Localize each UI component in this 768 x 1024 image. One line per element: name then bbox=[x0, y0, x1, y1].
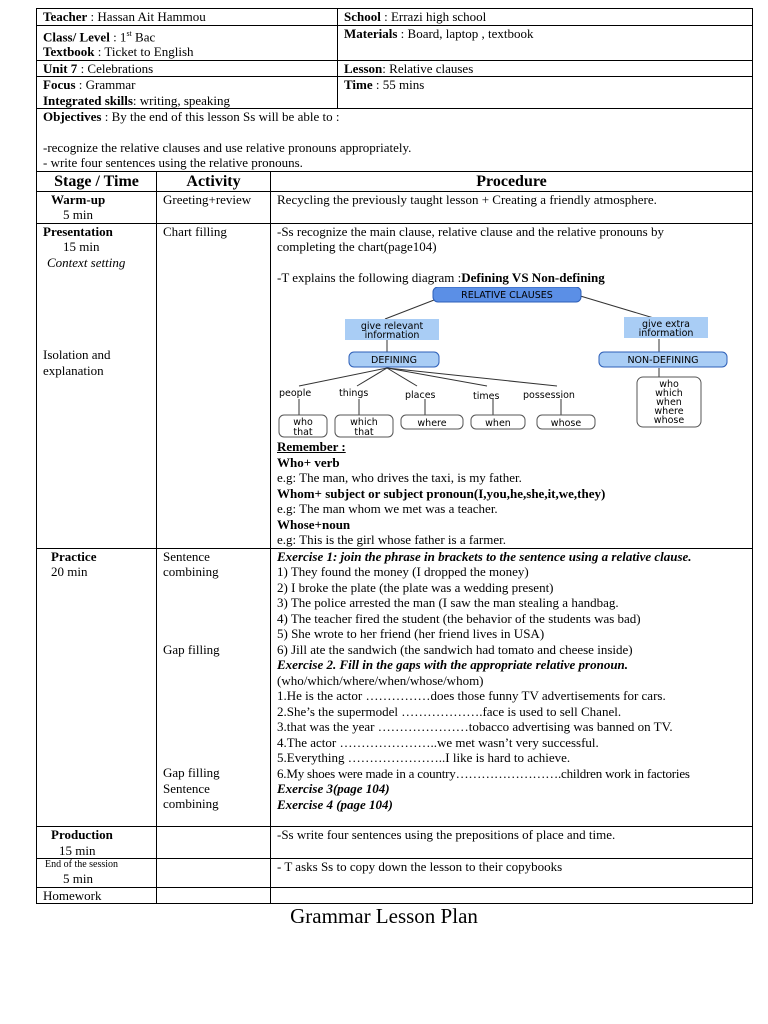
class-sup: st bbox=[126, 28, 132, 38]
exercise-1-item: 5) She wrote to her friend (her friend lives in USA) bbox=[277, 626, 545, 642]
focus-cell bbox=[37, 77, 338, 109]
exercise-2-item: 4.The actor …………………..we met wasn’t very successful. bbox=[277, 734, 599, 750]
unit-value: : Celebrations bbox=[77, 60, 154, 76]
exercise-1-item: 6) Jill ate the sandwich (the sandwich had tomato and cheese inside) bbox=[277, 641, 633, 657]
exercise-2-item: 1.He is the actor ……………does those funny TV advertisements for cars. bbox=[277, 688, 666, 704]
box-which: which bbox=[350, 417, 378, 429]
lesson-plan-page bbox=[36, 8, 752, 904]
end-row bbox=[37, 859, 753, 888]
practice-stage: Practice bbox=[51, 548, 97, 564]
practice-act3b: Sentence bbox=[163, 780, 210, 796]
rule-who: Who+ verb bbox=[277, 454, 340, 470]
cat-times: times bbox=[473, 391, 500, 403]
objectives-cell bbox=[37, 109, 753, 172]
warmup-activity: Greeting+review bbox=[157, 191, 271, 223]
end-activity bbox=[157, 859, 271, 888]
time-label: Time bbox=[344, 77, 373, 93]
class-label: Class/ Level bbox=[43, 28, 110, 44]
presentation-stage-cell bbox=[37, 223, 157, 548]
focus-value: : Grammar bbox=[75, 77, 136, 93]
col-activity-header: Activity bbox=[157, 171, 271, 191]
exercise-2-item: 3.that was the year …………………tobacco advertising was banned on TV. bbox=[277, 719, 673, 735]
right-note-1: give extra bbox=[642, 319, 690, 331]
class-value: : 1 bbox=[109, 28, 127, 44]
remember-heading: Remember : bbox=[277, 439, 346, 455]
cat-possession: possession bbox=[523, 390, 575, 402]
materials-value: : Board, laptop , textbook bbox=[397, 25, 534, 41]
textbook-label: Textbook bbox=[43, 44, 95, 60]
isolation-label-2: explanation bbox=[43, 362, 104, 378]
root-label: RELATIVE CLAUSES bbox=[461, 290, 553, 302]
school-cell bbox=[338, 9, 753, 26]
practice-stage-cell bbox=[37, 548, 157, 827]
production-stage: Production bbox=[51, 827, 113, 843]
textbook-value: : Ticket to English bbox=[94, 44, 194, 60]
col-stage-header: Stage / Time bbox=[37, 171, 157, 191]
practice-row bbox=[37, 548, 753, 827]
practice-activity-cell bbox=[157, 548, 271, 827]
objective-2: - write four sentences using the relative pronouns. bbox=[43, 155, 303, 171]
exercise-1-item: 4) The teacher fired the student (the behavior of the students was bad) bbox=[277, 610, 641, 626]
rule-whom-example: e.g: The man whom we met was a teacher. bbox=[277, 501, 498, 517]
nd-when: when bbox=[656, 397, 682, 409]
presentation-row bbox=[37, 223, 753, 548]
box-which-that-2: that bbox=[354, 427, 374, 439]
unit-cell bbox=[37, 60, 338, 77]
warmup-stage: Warm-up bbox=[51, 191, 106, 207]
practice-act2: Gap filling bbox=[163, 641, 220, 657]
warmup-procedure: Recycling the previously taught lesson + Creating a friendly atmosphere. bbox=[271, 191, 753, 223]
exercise-2-item: 6.My shoes were made in a country…………………….children work in factories bbox=[277, 765, 690, 781]
exercise-2-item: 5.Everything …………………..I like is hard to achieve. bbox=[277, 750, 571, 766]
header-table bbox=[36, 8, 753, 172]
production-time: 15 min bbox=[59, 842, 96, 858]
nd-who: who bbox=[659, 379, 679, 391]
presentation-stage: Presentation bbox=[43, 223, 113, 239]
class-value-2: Bac bbox=[131, 28, 156, 44]
warmup-time: 5 min bbox=[63, 207, 93, 223]
nd-where: where bbox=[654, 406, 684, 418]
non-defining-label: NON-DEFINING bbox=[627, 355, 699, 367]
rule-whom: Whom+ subject or subject pronoun(I,you,he,she,it,we,they) bbox=[277, 485, 606, 501]
exercise-1-item: 1) They found the money (I dropped the money) bbox=[277, 564, 529, 580]
box-where-label: where bbox=[417, 418, 447, 430]
lesson-label: Lesson bbox=[344, 60, 383, 76]
presentation-procedure-cell bbox=[271, 223, 753, 548]
practice-act3a: Gap filling bbox=[163, 765, 220, 781]
teacher-label: Teacher bbox=[43, 9, 88, 24]
nd-whose: whose bbox=[653, 415, 685, 427]
time-cell bbox=[338, 77, 753, 109]
exercise-4-title: Exercise 4 (page 104) bbox=[277, 796, 393, 812]
production-procedure: -Ss write four sentences using the prepositions of place and time. bbox=[271, 827, 753, 859]
page-footer-title: Grammar Lesson Plan bbox=[290, 904, 478, 928]
warmup-row bbox=[37, 191, 753, 223]
defining-label: DEFINING bbox=[371, 355, 417, 367]
materials-cell bbox=[338, 25, 753, 60]
rule-whose-example: e.g: This is the girl whose father is a farmer. bbox=[277, 532, 507, 548]
school-label: School bbox=[344, 9, 381, 24]
exercise-3-title: Exercise 3(page 104) bbox=[277, 781, 390, 797]
class-cell bbox=[37, 25, 338, 60]
presentation-p3b: Defining VS Non-defining bbox=[461, 269, 605, 285]
isolation-label-1: Isolation and bbox=[43, 347, 111, 363]
homework-activity bbox=[157, 887, 271, 904]
procedure-table bbox=[36, 171, 753, 905]
end-stage-cell bbox=[37, 859, 157, 888]
practice-procedure-cell bbox=[271, 548, 753, 827]
skills-value: : writing, speaking bbox=[132, 92, 231, 108]
skills-label: Integrated skills bbox=[43, 92, 133, 108]
end-procedure: - T asks Ss to copy down the lesson to their copybooks bbox=[271, 859, 753, 888]
left-note-2: information bbox=[364, 330, 420, 342]
production-row bbox=[37, 827, 753, 859]
lesson-value: : Relative clauses bbox=[382, 60, 474, 76]
exercise-2-title: Exercise 2. Fill in the gaps with the appropriate relative pronoun. bbox=[277, 657, 629, 673]
objectives-value: : By the end of this lesson Ss will be able to : bbox=[101, 109, 340, 125]
focus-label: Focus bbox=[43, 77, 76, 93]
exercise-2-subtitle: (who/which/where/when/whose/whom) bbox=[277, 672, 484, 688]
unit-label: Unit 7 bbox=[43, 60, 78, 76]
production-stage-cell bbox=[37, 827, 157, 859]
homework-procedure bbox=[271, 887, 753, 904]
col-procedure-header: Procedure bbox=[271, 171, 753, 191]
rule-who-example: e.g: The man, who drives the taxi, is my father. bbox=[277, 470, 522, 486]
production-activity bbox=[157, 827, 271, 859]
right-note-2: information bbox=[638, 328, 694, 340]
materials-label: Materials bbox=[344, 25, 398, 41]
objective-1: -recognize the relative clauses and use relative pronouns appropriately. bbox=[43, 139, 412, 155]
relative-clauses-diagram bbox=[277, 287, 737, 439]
presentation-activity: Chart filling bbox=[157, 223, 271, 548]
presentation-p1: -Ss recognize the main clause, relative clause and the relative pronouns by bbox=[277, 223, 664, 239]
presentation-p3: -T explains the following diagram : bbox=[277, 269, 462, 285]
homework-stage: Homework bbox=[37, 887, 157, 904]
cat-things: things bbox=[339, 388, 369, 400]
exercise-1-title: Exercise 1: join the phrase in brackets to the sentence using a relative clause. bbox=[277, 548, 692, 564]
exercise-2-item: 2.She’s the supermodel ……………….face is used to sell Chanel. bbox=[277, 703, 622, 719]
box-when-label: when bbox=[485, 418, 511, 430]
time-value: : 55 mins bbox=[372, 77, 425, 93]
exercise-1-item: 2) I broke the plate (the plate was a wedding present) bbox=[277, 579, 554, 595]
objectives-label: Objectives bbox=[43, 109, 102, 125]
teacher-cell bbox=[37, 9, 338, 26]
homework-row bbox=[37, 887, 753, 904]
left-note-1: give relevant bbox=[360, 321, 424, 333]
presentation-time: 15 min bbox=[63, 239, 100, 255]
school-value: : Errazi high school bbox=[380, 9, 487, 24]
lesson-cell bbox=[338, 60, 753, 77]
practice-act3c: combining bbox=[163, 796, 219, 812]
rule-whose: Whose+noun bbox=[277, 516, 351, 532]
box-who: who bbox=[293, 417, 313, 429]
nd-which: which bbox=[655, 388, 683, 400]
presentation-p2: completing the chart(page104) bbox=[277, 239, 437, 255]
teacher-value: : Hassan Ait Hammou bbox=[87, 9, 206, 24]
cat-people: people bbox=[279, 388, 312, 400]
box-whose-label: whose bbox=[550, 418, 582, 430]
practice-act1b: combining bbox=[163, 564, 219, 580]
end-time: 5 min bbox=[63, 871, 93, 887]
context-setting-label: Context setting bbox=[47, 254, 126, 270]
end-stage: End of the session bbox=[45, 859, 119, 871]
box-who-that-2: that bbox=[293, 427, 313, 439]
practice-time: 20 min bbox=[51, 564, 88, 580]
warmup-stage-cell bbox=[37, 191, 157, 223]
cat-places: places bbox=[405, 390, 436, 402]
exercise-1-item: 3) The police arrested the man (I saw the man stealing a handbag. bbox=[277, 595, 619, 611]
practice-act1a: Sentence bbox=[163, 548, 210, 564]
